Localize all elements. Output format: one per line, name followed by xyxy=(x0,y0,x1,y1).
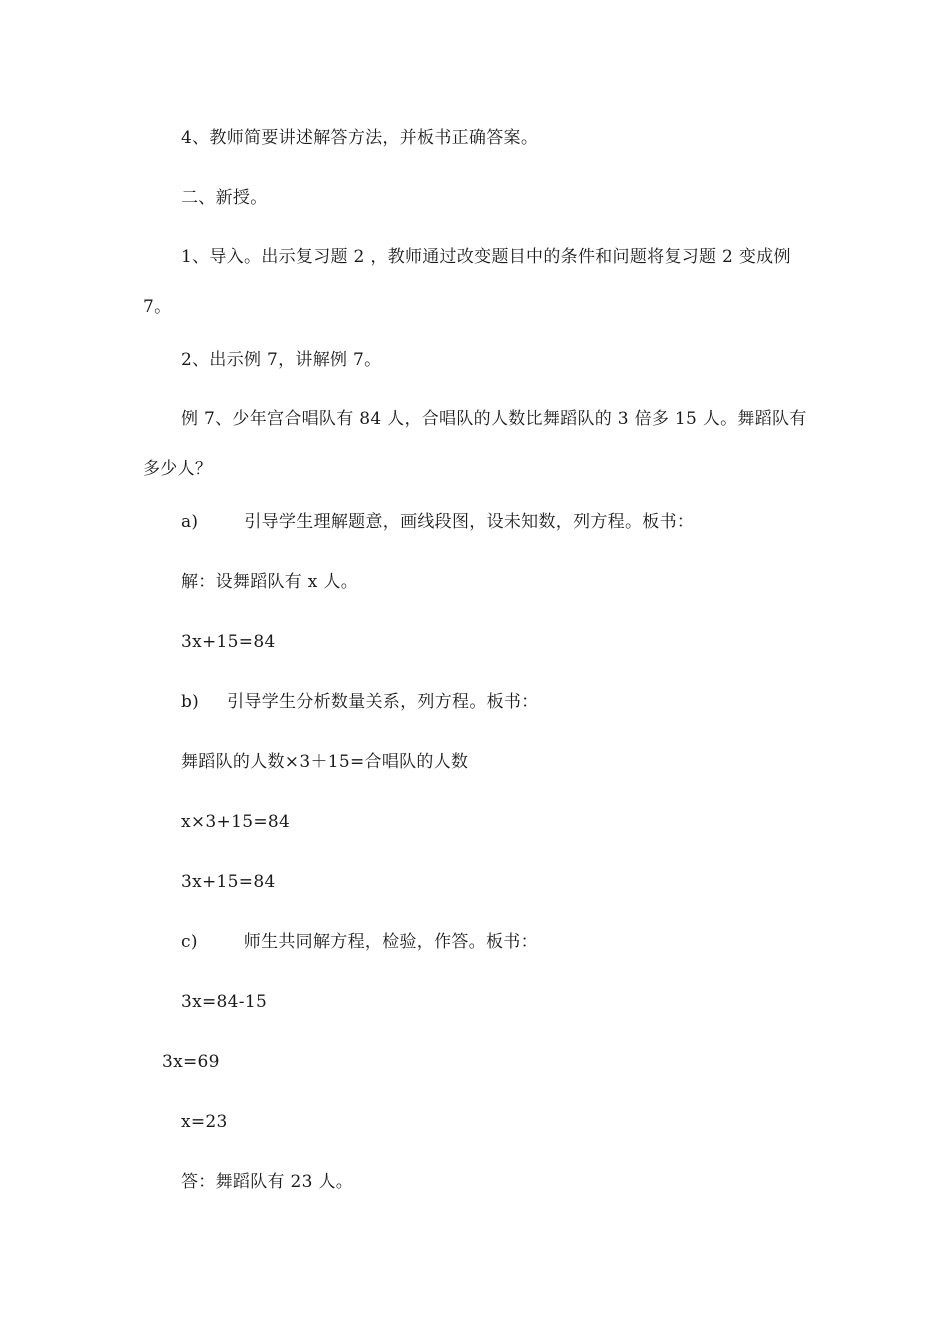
list-item-b xyxy=(181,692,539,712)
quantity-relation: 舞蹈队的人数×3＋15=合唱队的人数 xyxy=(181,752,469,772)
paragraph-show-example: 2、出示例 7，讲解例 7。 xyxy=(181,350,382,370)
section-heading-new-lesson: 二、新授。 xyxy=(181,188,268,208)
list-text-c: 师生共同解方程，检验，作答。板书： xyxy=(243,932,538,952)
list-marker-a: a) xyxy=(181,512,199,532)
list-marker-b: b) xyxy=(181,692,200,712)
list-text-a: 引导学生理解题意，画线段图，设未知数，列方程。板书： xyxy=(244,512,695,532)
equation-3: 3x+15=84 xyxy=(181,872,276,892)
list-item-c xyxy=(181,932,538,952)
equation-2: x×3+15=84 xyxy=(181,812,291,832)
equation-5: 3x=69 xyxy=(162,1052,220,1072)
equation-4: 3x=84-15 xyxy=(181,992,268,1012)
list-item-a xyxy=(181,512,694,532)
equation-1: 3x+15=84 xyxy=(181,632,276,652)
paragraph-introduction: 1、导入。出示复习题 2 ，教师通过改变题目中的条件和问题将复习题 2 变成例 7。 xyxy=(143,247,791,317)
list-marker-c: c) xyxy=(181,932,198,952)
list-text-b: 引导学生分析数量关系，列方程。板书： xyxy=(227,692,539,712)
equation-6: x=23 xyxy=(181,1112,228,1132)
paragraph-solution-setup: 解：设舞蹈队有 x 人。 xyxy=(181,572,358,592)
answer-line: 答：舞蹈队有 23 人。 xyxy=(181,1172,354,1192)
paragraph-step4: 4、教师简要讲述解答方法，并板书正确答案。 xyxy=(181,128,539,148)
paragraph-example-problem: 例 7、少年宫合唱队有 84 人，合唱队的人数比舞蹈队的 3 倍多 15 人。舞蹈队有多少人？ xyxy=(143,409,807,479)
